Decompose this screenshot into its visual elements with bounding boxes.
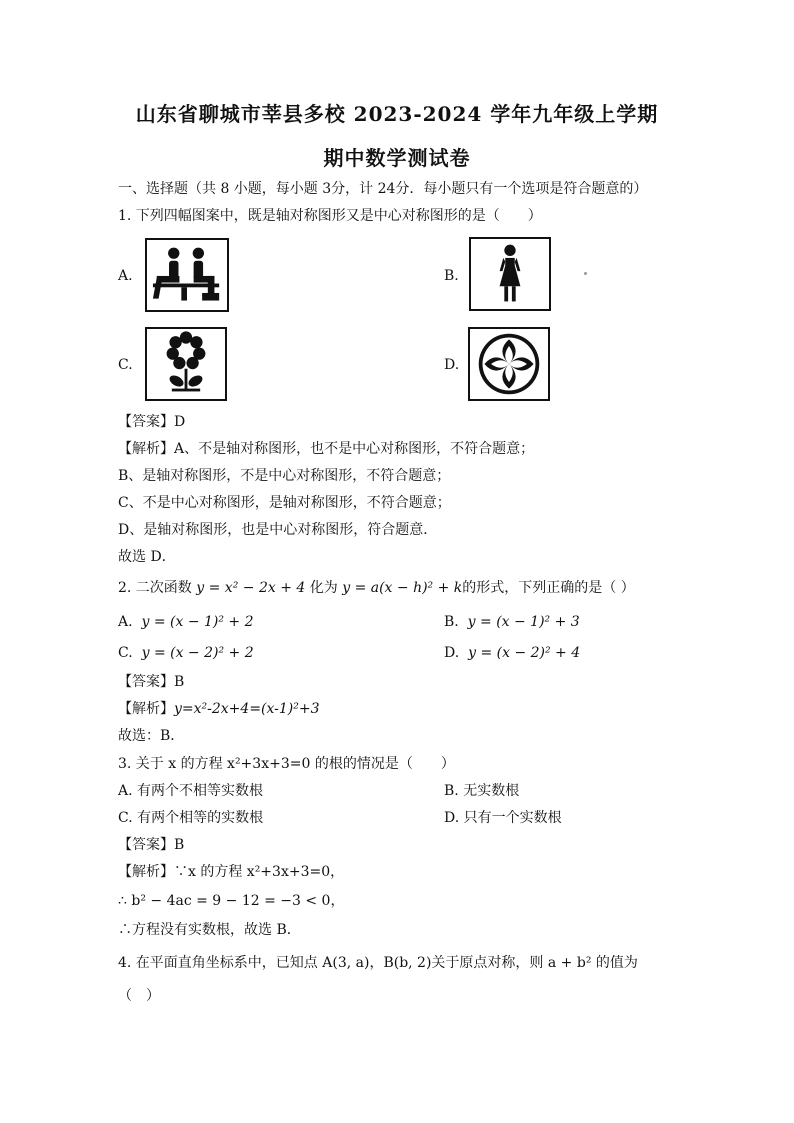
q3-analysis-line: ∴ b² − 4ac = 9 − 12 = −3 < 0， — [118, 893, 345, 909]
q3-analysis-line: ∴方程没有实数根，故选 B． — [118, 922, 301, 938]
q1-option-d-label: D. — [444, 357, 460, 373]
question-3-stem: 3. 关于 x 的方程 x²+3x+3=0 的根的情况是（ ） — [118, 756, 455, 772]
q2-option-d — [444, 644, 580, 662]
q2-option-expression: y = (x − 1)² + 2 — [141, 614, 254, 630]
q1-analysis-line: C、不是中心对称图形，是轴对称图形，不符合题意； — [118, 495, 451, 511]
stray-mark — [584, 272, 587, 275]
q2-stem-prefix: 2. 二次函数 — [118, 580, 192, 596]
q2-conclusion: 故选：B． — [118, 728, 185, 744]
q2-stem-suffix: 的形式，下列正确的是（ ） — [462, 580, 635, 596]
q2-stem-mid: 化为 — [309, 580, 338, 596]
q3-option-c — [118, 809, 263, 827]
q2-analysis — [118, 700, 320, 718]
q3-answer: 【答案】B — [118, 837, 185, 853]
question-4-stem: 4. 在平面直角坐标系中，已知点 A(3, a)，B(b, 2)关于原点对称，则 a + b² 的值为 — [118, 955, 638, 971]
q3-option-text: 无实数根 — [463, 783, 520, 799]
q2-target-expression: y = a(x − h)² + k — [342, 580, 463, 596]
q3-option-label: B. — [444, 783, 459, 799]
question-4-stem-line-2: （ ） — [118, 988, 160, 1004]
document-title-line-2: 期中数学测试卷 — [323, 146, 471, 170]
q2-option-label: D. — [444, 645, 460, 661]
q1-option-b-label: B. — [444, 268, 459, 284]
q2-option-expression: y = (x − 2)² + 4 — [468, 645, 581, 661]
woman-figure-icon — [469, 237, 551, 311]
q2-given-expression: y = x² − 2x + 4 — [196, 580, 306, 596]
q3-option-d — [444, 809, 562, 827]
q3-option-label: D. — [444, 810, 460, 826]
q3-option-a — [118, 782, 263, 800]
question-2-stem — [118, 579, 635, 597]
q3-option-label: C. — [118, 810, 133, 826]
q1-analysis-line: D、是轴对称图形，也是中心对称图形，符合题意． — [118, 522, 438, 538]
q1-analysis-line: B、是轴对称图形，不是中心对称图形，不符合题意； — [118, 468, 451, 484]
section-heading: 一、选择题（共 8 小题，每小题 3分，计 24分．每小题只有一个选项是符合题意的） — [118, 181, 648, 197]
q2-option-expression: y = (x − 2)² + 2 — [141, 645, 254, 661]
q3-analysis-line: 【解析】∵x 的方程 x²+3x+3=0， — [118, 864, 345, 880]
q3-option-text: 只有一个实数根 — [463, 810, 562, 826]
q2-option-label: A. — [118, 614, 133, 630]
question-1-stem: 1. 下列四幅图案中，既是轴对称图形又是中心对称图形的是（ ） — [118, 208, 542, 224]
q2-analysis-label: 【解析】 — [118, 701, 174, 717]
q2-analysis-expression: y=x²-2x+4=(x-1)²+3 — [174, 701, 320, 717]
q1-option-c-label: C. — [118, 357, 133, 373]
q2-option-label: B. — [444, 614, 459, 630]
q2-option-c — [118, 644, 254, 662]
q1-conclusion: 故选 D． — [118, 549, 176, 565]
document-title-line-1: 山东省聊城市莘县多校 2023-2024 学年九年级上学期 — [135, 102, 659, 126]
flower-icon — [145, 327, 227, 401]
q3-option-text: 有两个不相等实数根 — [137, 783, 264, 799]
q3-option-label: A. — [118, 783, 133, 799]
q2-option-b — [444, 613, 580, 631]
q3-option-b — [444, 782, 519, 800]
q1-answer: 【答案】D — [118, 414, 186, 430]
q2-option-label: C. — [118, 645, 133, 661]
q2-option-a — [118, 613, 254, 631]
q3-option-text: 有两个相等的实数根 — [137, 810, 264, 826]
q1-option-a-label: A. — [118, 268, 133, 284]
two-seated-people-icon — [145, 238, 229, 312]
q2-answer: 【答案】B — [118, 674, 185, 690]
q1-analysis-line: 【解析】A、不是轴对称图形，也不是中心对称图形，不符合题意； — [118, 441, 535, 457]
q2-option-expression: y = (x − 1)² + 3 — [467, 614, 580, 630]
four-petal-circle-icon — [468, 327, 550, 401]
